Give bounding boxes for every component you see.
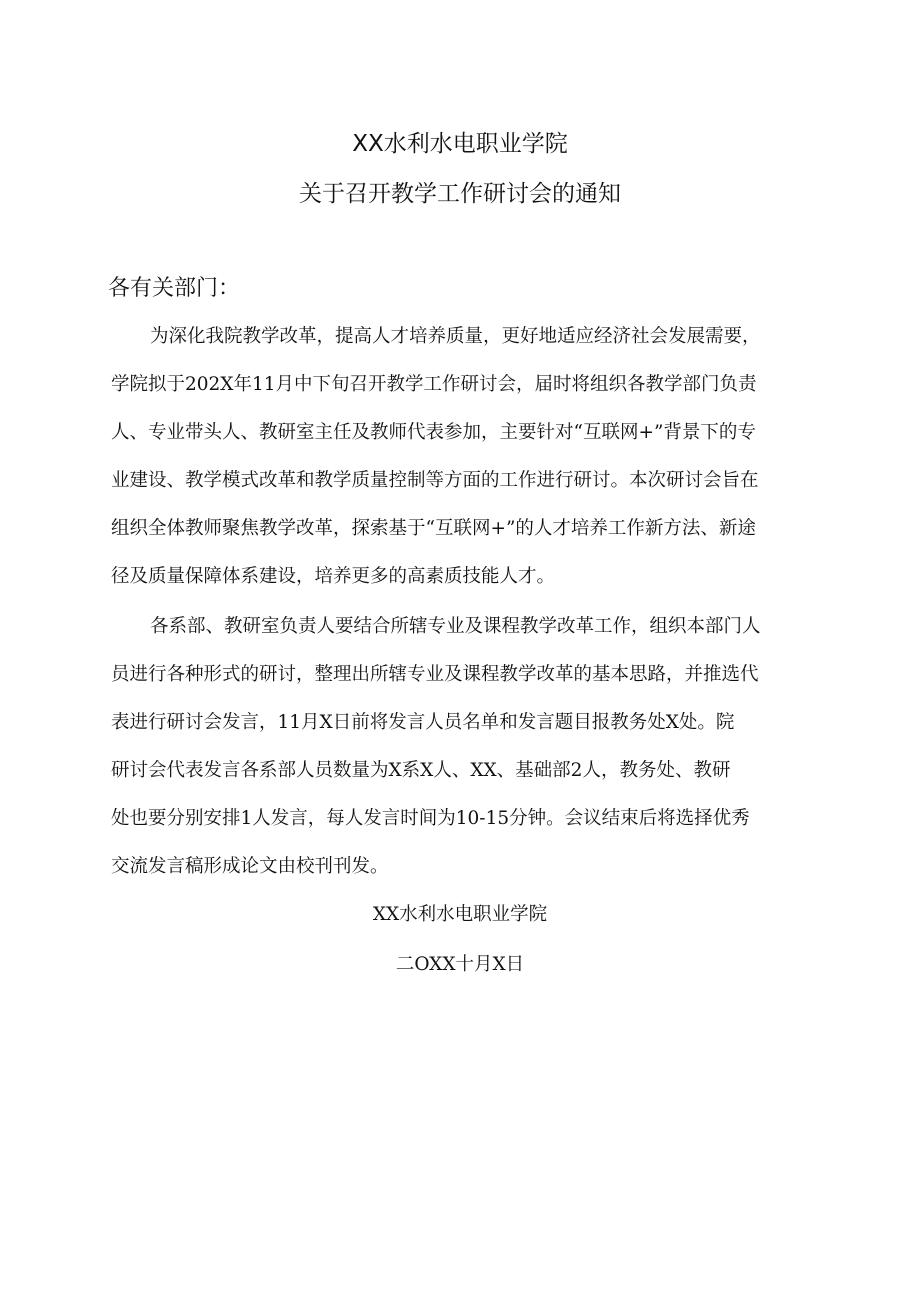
salutation: 各有关部门：	[108, 276, 241, 301]
title-institution: XX水利水电职业学院	[352, 131, 568, 157]
paragraph-1-line: 组织全体教师聚焦教学改革，探索基于“互联网+”的人才培养工作新方法、新途	[111, 518, 756, 539]
paragraph-1-line: 业建设、教学模式改革和教学质量控制等方面的工作进行研讨。本次研讨会旨在	[111, 470, 759, 491]
paragraph-2-line: 员进行各种形式的研讨，整理出所辖专业及课程教学改革的基本思路，并推选代	[111, 664, 759, 685]
signature-date: 二OXX十月X日	[395, 954, 525, 975]
paragraph-2-line: 研讨会代表发言各系部人员数量为X系X人、XX、基础部2人，教务处、教研	[111, 760, 731, 781]
paragraph-1-line: 为深化我院教学改革，提高人才培养质量，更好地适应经济社会发展需要，	[150, 326, 761, 347]
paragraph-2-line: 表进行研讨会发言，11月X日前将发言人员名单和发言题目报教务处X处。院	[111, 712, 735, 733]
paragraph-1-line: 人、专业带头人、教研室主任及教师代表参加，主要针对“互联网+”背景下的专	[111, 422, 756, 443]
paragraph-1-line: 径及质量保障体系建设，培养更多的高素质技能人才。	[111, 566, 556, 587]
paragraph-2-line: 处也要分别安排1人发言，每人发言时间为10-15分钟。会议结束后将选择优秀	[111, 808, 750, 829]
paragraph-1-line: 学院拟于202X年11月中下旬召开教学工作研讨会，届时将组织各教学部门负责	[111, 374, 757, 395]
title-notice: 关于召开教学工作研讨会的通知	[299, 181, 621, 207]
paragraph-2-line: 各系部、教研室负责人要结合所辖专业及课程教学改革工作，组织本部门人	[150, 616, 761, 637]
signature-org: XX水利水电职业学院	[372, 904, 548, 925]
paragraph-2-line: 交流发言稿形成论文由校刊刊发。	[111, 856, 389, 877]
